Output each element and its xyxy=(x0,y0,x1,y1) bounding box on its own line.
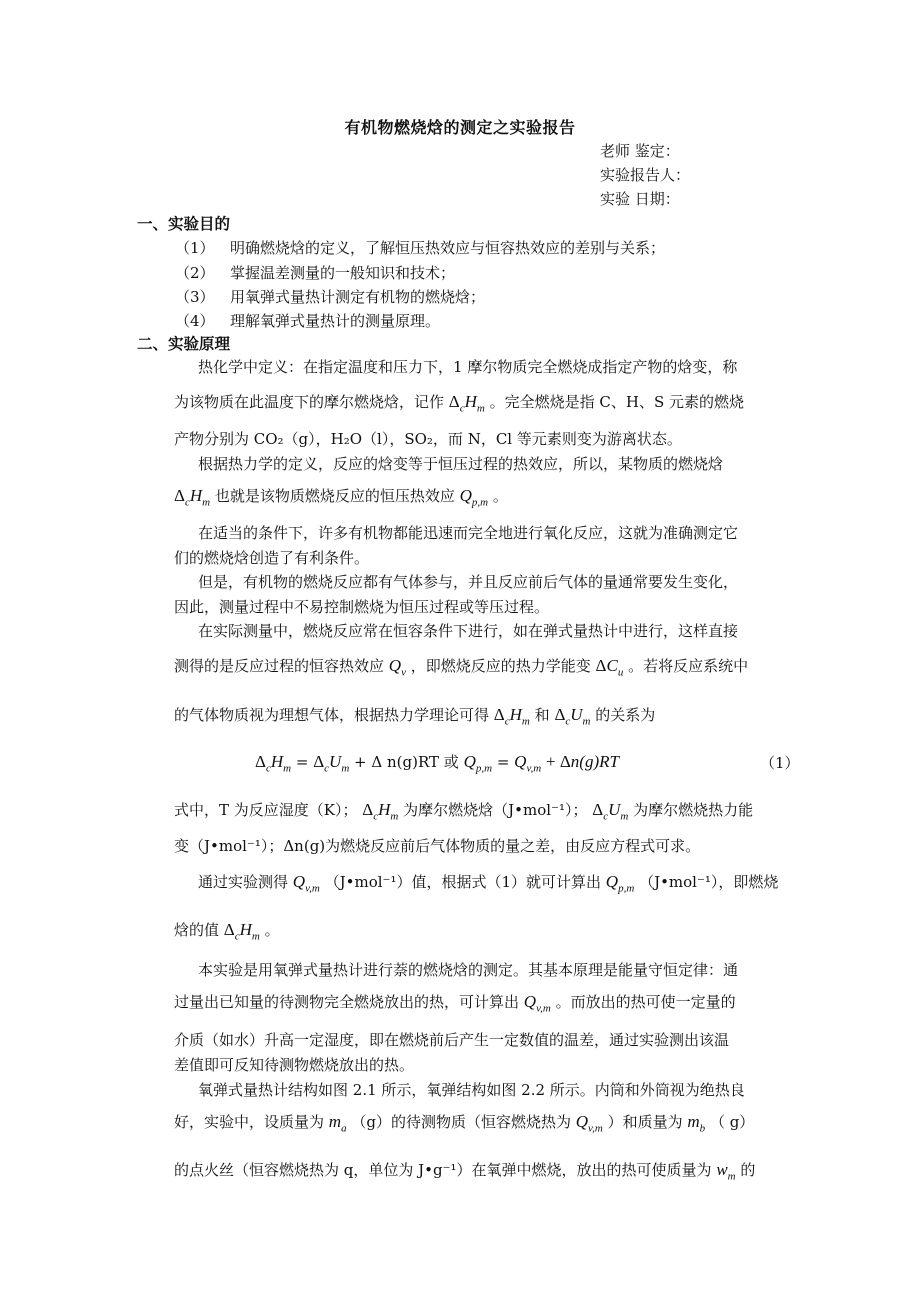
objective-text: 明确燃烧焓的定义，了解恒压热效应与恒容热效应的差别与关系； xyxy=(230,239,666,257)
principle-paragraph-line xyxy=(174,656,749,679)
text-run: 。而放出的热可使一定量的 xyxy=(555,993,736,1011)
formula-qvm: $Q_{v,m}$ xyxy=(292,872,320,895)
equals-sign: = xyxy=(295,753,309,771)
formula-internal-energy: $\Delta_cU_m$ xyxy=(592,800,629,823)
formula-qpm: $Q_{p,m}$ xyxy=(463,752,493,775)
text-run: 。完全燃烧是指 C、H、S 元素的燃烧 xyxy=(489,393,745,411)
formula-combustion-enthalpy: $\Delta_cH_m$ xyxy=(174,486,211,509)
formula-internal-energy: $\Delta_cU_m$ xyxy=(313,752,350,775)
principle-paragraph-line: 根据热力学的定义，反应的焓变等于恒压过程的热效应，所以，某物质的燃烧焓 xyxy=(198,455,724,473)
equals-sign: = xyxy=(496,753,515,771)
text-run: 。 xyxy=(264,921,280,939)
text-run: 为摩尔燃烧热力能 xyxy=(633,801,754,819)
equation-1 xyxy=(255,751,619,775)
objective-item xyxy=(175,237,665,258)
section-heading-objectives: 一、实验目的 xyxy=(137,214,231,233)
date-label: 实验 日期： xyxy=(600,190,680,208)
formula-qpm: $Q_{p,m}$ xyxy=(459,486,489,509)
text-run: 的气体物质视为理想气体，根据热力学理论可得 xyxy=(174,706,490,724)
text-run: 式中，T 为反应湿度（K）； xyxy=(174,801,358,819)
objective-text: 掌握温差测量的一般知识和技术； xyxy=(230,264,456,282)
principle-paragraph-line xyxy=(174,992,736,1015)
formula-mb: $m_b$ xyxy=(687,1112,706,1135)
text-run: 的 xyxy=(740,1161,756,1179)
formula-delta-cu: $\Delta C_u$ xyxy=(595,656,624,679)
principle-paragraph-line: 介质（如水）升高一定湿度，即在燃烧前后产生一定数值的温差，通过实验测出该温 xyxy=(174,1031,730,1049)
principle-paragraph-line: 在适当的条件下，许多有机物都能迅速而完全地进行氧化反应，这就为准确测定它 xyxy=(198,524,739,542)
objective-item xyxy=(175,286,485,307)
objective-text: 理解氧弹式量热计的测量原理。 xyxy=(230,312,441,330)
section-heading-principle: 二、实验原理 xyxy=(137,334,231,353)
principle-paragraph-line: 热化学中定义：在指定温度和压力下，1 摩尔物质完全燃烧成指定产物的焓变，称 xyxy=(198,358,738,376)
principle-paragraph-line xyxy=(174,800,754,823)
teacher-review-label: 老师 鉴定： xyxy=(600,142,680,160)
principle-paragraph-line xyxy=(174,920,280,943)
formula-combustion-enthalpy: $\Delta_cH_m$ xyxy=(493,705,530,728)
principle-paragraph-line: 变（J•mol⁻¹）；Δn(g)为燃烧反应前后气体物质的量之差，由反应方程式可求。 xyxy=(174,837,701,855)
page-title: 有机物燃烧焓的测定之实验报告 xyxy=(344,118,576,137)
text-run: 过量出已知量的待测物完全燃烧放出的热，可计算出 xyxy=(174,993,520,1011)
objective-number: （4） xyxy=(175,312,215,330)
equation-number: （1） xyxy=(760,754,800,772)
text-run: 为该物质在此温度下的摩尔燃烧焓，记作 xyxy=(174,393,445,411)
formula-qvm: $Q_{v,m}$ xyxy=(514,752,542,775)
formula-internal-energy: $\Delta_cU_m$ xyxy=(554,705,591,728)
text-run: ）和质量为 xyxy=(607,1113,683,1131)
principle-paragraph-line xyxy=(174,705,656,728)
text-run: （J•mol⁻¹）值，根据式（1）就可计算出 xyxy=(324,873,602,891)
principle-paragraph-line xyxy=(174,1160,756,1183)
formula-delta-n-rt: + Δn(g)RT xyxy=(546,752,619,771)
formula-combustion-enthalpy: $\Delta_cH_m$ xyxy=(448,392,485,415)
text-run: （ g） xyxy=(709,1113,755,1131)
formula-qvm: $Q_{v,m}$ xyxy=(575,1112,603,1135)
text-run: 。若将反应系统中 xyxy=(628,657,749,675)
principle-paragraph-line xyxy=(174,392,745,415)
text-run: 为摩尔燃烧焓（J•mol⁻¹）； xyxy=(403,801,588,819)
text-run: 焓的值 xyxy=(174,921,220,939)
principle-paragraph-line xyxy=(174,486,508,509)
formula-qpm: $Q_{p,m}$ xyxy=(605,872,635,895)
principle-paragraph-line: 本实验是用氧弹式量热计进行萘的燃烧焓的测定。其基本原理是能量守恒定律：通 xyxy=(198,961,739,979)
objective-number: （1） xyxy=(175,239,215,257)
equation-middle-text: n(g)RT 或 xyxy=(387,753,459,771)
principle-paragraph-line: 因此，测量过程中不易控制燃烧为恒压过程或等压过程。 xyxy=(174,598,550,616)
objective-text: 用氧弹式量热计测定有机物的燃烧焓； xyxy=(230,288,486,306)
text-run: 测得的是反应过程的恒容热效应 xyxy=(174,657,385,675)
text-run: 和 xyxy=(534,706,550,724)
objective-number: （3） xyxy=(175,288,215,306)
formula-qvm: $Q_{v,m}$ xyxy=(523,992,551,1015)
objective-number: （2） xyxy=(175,264,215,282)
text-run: 的关系为 xyxy=(595,706,656,724)
principle-paragraph-line: 氧弹式量热计结构如图 2.1 所示，氧弹结构如图 2.2 所示。内筒和外筒视为绝热良 xyxy=(198,1081,745,1099)
text-run: ，即燃烧反应的热力学能变 xyxy=(410,657,591,675)
principle-paragraph-line: 们的燃烧焓创造了有利条件。 xyxy=(174,549,370,567)
text-run: （g）的待测物质（恒容燃烧热为 xyxy=(351,1113,571,1131)
principle-paragraph-line xyxy=(174,1112,755,1135)
principle-paragraph-line: 产物分别为 CO₂（g），H₂O（l），SO₂，而 N，Cl 等元素则变为游离状态。 xyxy=(174,430,682,448)
principle-paragraph-line: 差值即可反知待测物燃烧放出的热。 xyxy=(174,1056,415,1074)
text-run: 好，实验中，设质量为 xyxy=(174,1113,325,1131)
formula-wm: $w_m$ xyxy=(716,1160,736,1183)
reporter-label: 实验报告人： xyxy=(600,166,691,184)
objective-item xyxy=(175,262,455,283)
text-run: 也就是该物质燃烧反应的恒压热效应 xyxy=(214,487,455,505)
text-run: 通过实验测得 xyxy=(198,873,289,891)
principle-paragraph-line xyxy=(198,872,779,895)
text-run: （J•mol⁻¹），即燃烧 xyxy=(639,873,779,891)
text-run: 的点火丝（恒容燃烧热为 q，单位为 J•g⁻¹）在氧弹中燃烧，放出的热可使质量为 xyxy=(174,1161,712,1179)
formula-combustion-enthalpy: $\Delta_cH_m$ xyxy=(362,800,399,823)
text-run: 。 xyxy=(492,487,508,505)
principle-paragraph-line: 但是，有机物的燃烧反应都有气体参与，并且反应前后气体的量通常要发生变化， xyxy=(198,573,739,591)
formula-qv: $Q_v$ xyxy=(388,656,406,679)
objective-item xyxy=(175,310,440,331)
formula-combustion-enthalpy: $\Delta_cH_m$ xyxy=(223,920,260,943)
formula-combustion-enthalpy: $\Delta_cH_m$ xyxy=(255,752,292,775)
plus-sign: + Δ xyxy=(354,753,383,771)
principle-paragraph-line: 在实际测量中，燃烧反应常在恒容条件下进行，如在弹式量热计中进行，这样直接 xyxy=(198,622,739,640)
formula-ma: $m_a$ xyxy=(328,1112,347,1135)
